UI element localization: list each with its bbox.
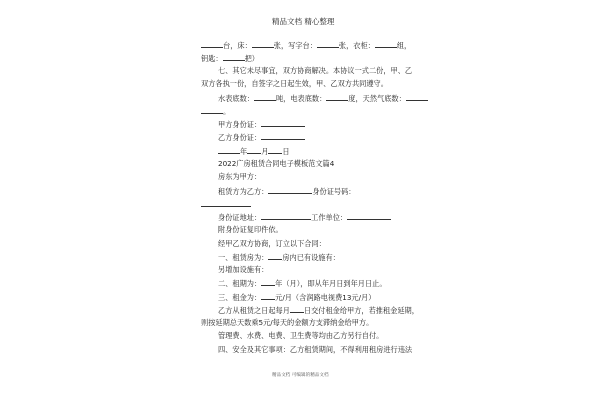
text-span: 月 <box>261 147 269 156</box>
text-span: 乙方从租赁之日起每月 <box>218 306 290 315</box>
section-title: 2022广房租赁合同电子模板范文篇4 <box>218 159 335 168</box>
blank-field <box>201 199 251 207</box>
text-span: 乙方身份证： <box>218 133 262 142</box>
text-span: 元/月（含润路电视费13元/月） <box>275 293 376 302</box>
attachment-line: 附身份证复印件依。 <box>218 225 283 234</box>
tenant-id-cont <box>201 199 251 209</box>
text-span: 钥匙： <box>201 54 223 63</box>
text-span: 吨，电表底数： <box>275 94 327 103</box>
text-span: 张，写字台： <box>273 41 317 50</box>
text-span: 台，床： <box>223 41 252 50</box>
text-span: 张，衣柜： <box>338 41 375 50</box>
payment-line-cont: 则按延期总天数乘5元/每天的金额方支滞纳金给甲方。 <box>201 318 374 327</box>
page-footer: 精品文档 可编辑的精品文档 <box>272 373 329 378</box>
blank-field <box>375 40 397 48</box>
blank-field <box>261 278 275 286</box>
text-span: 二、租期为： <box>218 279 262 288</box>
meter-readings-line <box>218 93 428 103</box>
party-a-id-line <box>218 119 305 129</box>
agreement-intro: 经甲乙双方协商，订立以下合同： <box>218 239 326 248</box>
text-span: 工作单位： <box>311 213 348 222</box>
text-span: 三、租金为： <box>218 293 262 302</box>
text-span: 度，天然气底数： <box>348 94 406 103</box>
clause-3 <box>218 292 375 302</box>
text-span: 甲方身份证： <box>218 120 262 129</box>
text-span: 年（月），即从年月日到年月日止。 <box>275 279 387 288</box>
date-line <box>218 146 290 156</box>
blank-field <box>247 146 261 154</box>
fees-line: 管理费、水费、电费、卫生费等均由乙方另行自付。 <box>218 331 384 340</box>
text-span: 租赁方为乙方： <box>218 187 269 196</box>
clause-1-cont: 另增加设施有： <box>218 265 269 274</box>
landlord-line: 房东为甲方： <box>218 172 262 181</box>
blank-field <box>347 212 391 220</box>
text-span: 一、租赁房为： <box>218 253 269 262</box>
clause-4: 四、安全及其它事项：乙方租赁期间，不得利用租房进行违法 <box>218 345 413 354</box>
blank-field <box>268 252 282 260</box>
blank-field <box>261 212 311 220</box>
paragraph-line: 七、其它未尽事宜，双方协商解决。本协议一式二份，甲、乙 <box>218 66 413 75</box>
text-span: 把） <box>244 54 259 63</box>
text-span: 水表底数： <box>218 94 254 103</box>
blank-field <box>218 146 240 154</box>
blank-field <box>290 305 304 313</box>
blank-field <box>406 93 428 101</box>
blank-field <box>201 40 223 48</box>
text-span: 身份证地址： <box>218 213 262 222</box>
blank-field <box>326 93 348 101</box>
page-header: 精品文档 精心整理 <box>272 17 335 26</box>
blank-field <box>261 132 305 140</box>
text-span: 日 <box>282 147 290 156</box>
meter-readings-cont <box>201 106 230 116</box>
text-span: 房内已有设施有： <box>282 253 340 262</box>
blank-field <box>252 40 274 48</box>
clause-1 <box>218 252 340 262</box>
payment-line <box>218 305 419 315</box>
blank-field <box>317 40 339 48</box>
clause-2 <box>218 278 387 288</box>
text-span: 组， <box>396 41 412 50</box>
paragraph-line: 双方各执一份，自签字之日起生效，甲、乙双方共同遵守。 <box>201 79 388 88</box>
text-span: 年 <box>240 147 248 156</box>
blank-field <box>268 186 312 194</box>
blank-field <box>261 292 275 300</box>
furniture-line <box>201 40 411 50</box>
party-b-id-line <box>218 132 305 142</box>
blank-field <box>268 146 282 154</box>
text-span: 。 <box>223 107 231 116</box>
keys-line <box>201 53 259 63</box>
blank-field <box>254 93 276 101</box>
tenant-line <box>218 186 355 196</box>
address-line <box>218 212 391 222</box>
blank-field <box>201 106 223 114</box>
text-span: 身份证号码： <box>312 187 356 196</box>
text-span: 日交付租金给甲方，若推租金延期， <box>303 306 419 315</box>
blank-field <box>261 119 305 127</box>
blank-field <box>223 53 245 61</box>
